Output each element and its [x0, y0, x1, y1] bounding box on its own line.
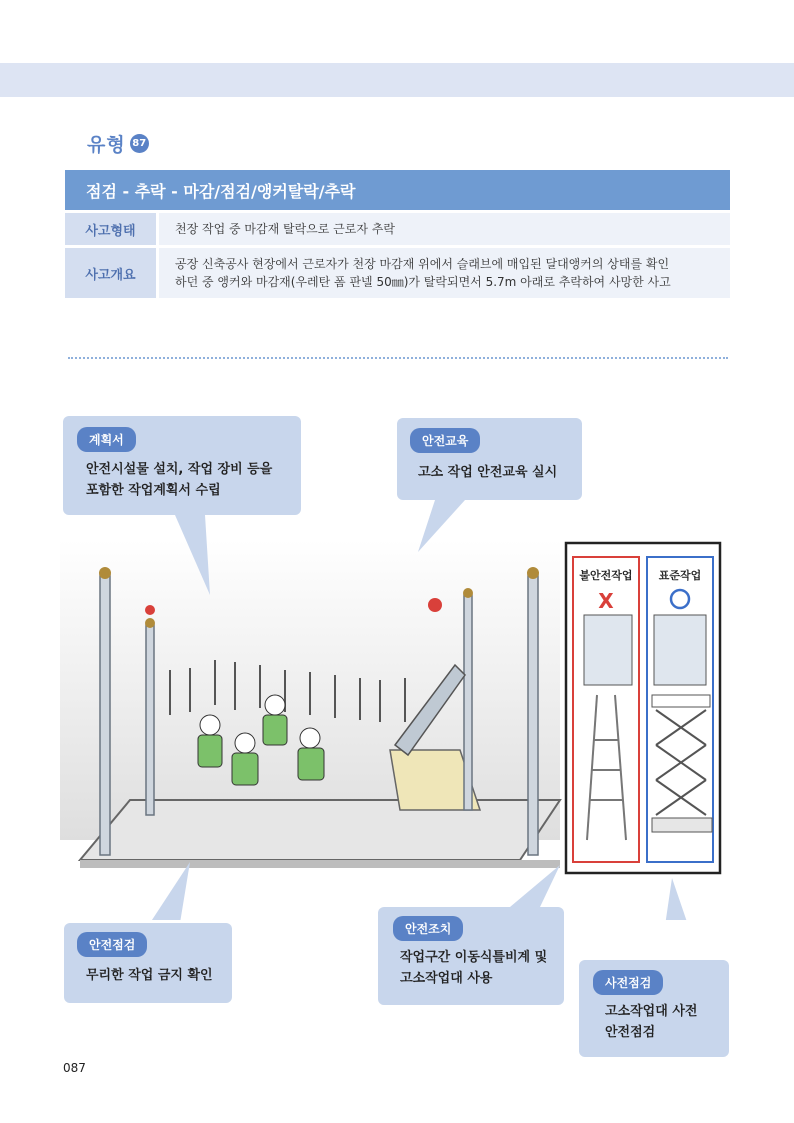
callout-measures [378, 907, 564, 1005]
info-key: 사고형태 [65, 213, 156, 245]
info-value [159, 248, 730, 298]
callout-tag: 사전점검 [593, 970, 663, 995]
callout-body [400, 947, 547, 989]
callout-body [86, 965, 213, 986]
callout-body [605, 1001, 697, 1043]
callout-pre-check [579, 960, 729, 1057]
info-row-accident-summary [65, 248, 730, 298]
callout-line: 고소작업대 사용 [400, 971, 493, 986]
callout-body [418, 462, 557, 483]
callout-tag: 안전교육 [410, 428, 480, 453]
callout-line: 안전시설물 설치, 작업 장비 등을 [86, 462, 273, 477]
accident-illustration [60, 500, 794, 920]
header-band [0, 63, 794, 97]
callout-body [86, 459, 272, 501]
callout-tag: 안전점검 [77, 932, 147, 957]
type-heading [87, 130, 149, 157]
ceiling-board-front [80, 860, 560, 868]
type-number-badge: 87 [130, 134, 149, 153]
summary-line-2: 하던 중 앵커와 마감재(우레탄 폼 판넬 50㎜)가 탈락되면서 5.7m 아래로 추락하여 사망한 사고 [175, 275, 671, 289]
summary-line-1: 공장 신축공사 현장에서 근로자가 천장 마감재 위에서 슬래브에 매입된 달대앵커의 상태를 확인 [175, 257, 670, 271]
unsafe-work-label: 불안전작업 [579, 569, 633, 582]
callout-tag: 계획서 [77, 427, 136, 452]
pointer-inspection [150, 862, 190, 920]
callout-line: 작업구간 이동식틀비계 및 [400, 950, 548, 965]
callout-plan [63, 416, 301, 515]
info-row-accident-type [65, 213, 730, 245]
callout-line: 무리한 작업 금지 확인 [86, 968, 213, 983]
callout-education [397, 418, 582, 500]
callout-line: 포함한 작업계획서 수립 [86, 483, 221, 498]
page-number: 087 [63, 1061, 86, 1075]
callout-line: 안전점검 [605, 1025, 656, 1040]
info-key: 사고개요 [65, 248, 156, 298]
section-divider [68, 357, 728, 359]
callout-tag: 안전조치 [393, 916, 463, 941]
callout-line: 고소작업대 사전 [605, 1004, 698, 1019]
accident-title: 점검 - 추락 - 마감/점검/앵커탈락/추락 [65, 170, 730, 210]
pointer-pre-check [660, 878, 700, 920]
callout-line: 고소 작업 안전교육 실시 [418, 465, 558, 480]
type-label: 유형 [87, 134, 126, 156]
info-value: 천장 작업 중 마감재 탈락으로 근로자 추락 [159, 213, 730, 245]
callout-inspection [64, 923, 232, 1003]
pointer-measures [510, 865, 560, 907]
standard-work-label: 표준작업 [658, 569, 702, 582]
unsafe-x-mark: X [598, 589, 614, 613]
